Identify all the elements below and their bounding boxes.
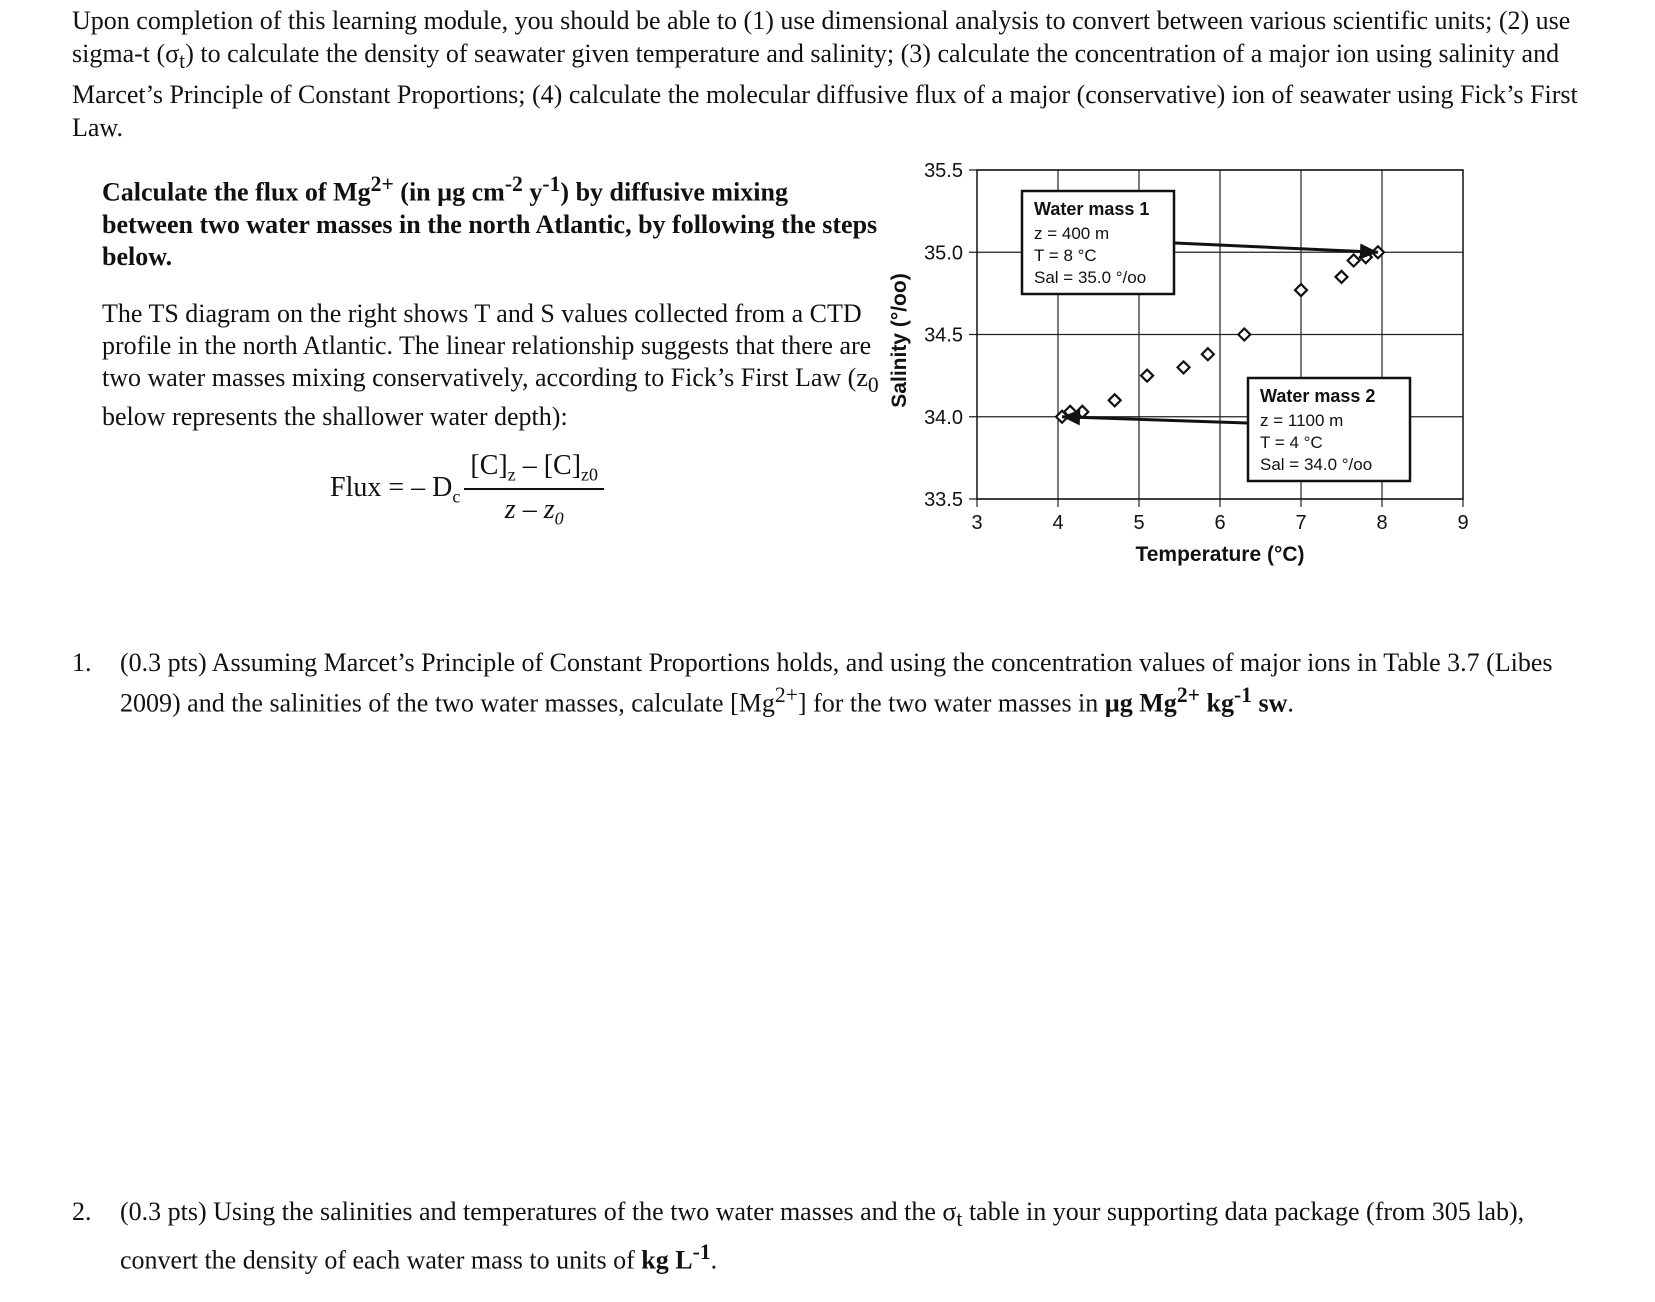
task-text-3: y bbox=[522, 177, 543, 207]
den-term-a: z bbox=[504, 493, 516, 525]
task-sup-3: -1 bbox=[542, 172, 561, 196]
q1-text-a: (0.3 pts) Assuming Marcet’s Principle of Constant Proportions holds, and using the concentration values of major ions in Table 3.7 (Libes 2009) and the salinities of the two water masses, calculate [Mg bbox=[120, 648, 1553, 718]
x-axis-label: Temperature (°C) bbox=[1135, 543, 1305, 566]
q1-bold-d: sw bbox=[1252, 688, 1288, 718]
num-sub-a: z bbox=[507, 464, 516, 485]
task-heading bbox=[102, 168, 882, 273]
q1-text-b: ] for the two water masses in bbox=[797, 688, 1105, 718]
q1-sup-b: 2+ bbox=[1176, 683, 1200, 707]
x-tick-label: 6 bbox=[1214, 512, 1226, 534]
q1-sup-a: 2+ bbox=[774, 683, 798, 707]
q1-bold-b: µg Mg bbox=[1104, 688, 1177, 718]
formula-lhs bbox=[330, 472, 460, 508]
ts-text-1: The TS diagram on the right shows T and S values collected from a CTD profile in the north Atlantic. The linear relationship suggests that there are two water masses mixing conservatively, according to Fick’s First Law (z bbox=[102, 299, 872, 392]
question-2-text bbox=[120, 1195, 1592, 1277]
task-text-1: Calculate the flux of Mg bbox=[102, 177, 371, 207]
task-text-4: ) by diffusive mixing between two water masses in the north Atlantic, by following the steps below. bbox=[102, 177, 878, 271]
annotation-line: z = 1100 m bbox=[1260, 411, 1344, 430]
data-point-marker bbox=[1238, 329, 1250, 341]
q1-sup-c: -1 bbox=[1233, 683, 1252, 707]
question-1-text bbox=[120, 646, 1592, 720]
annotation-line: T = 4 °C bbox=[1260, 433, 1323, 452]
question-2 bbox=[72, 1195, 1592, 1277]
y-axis-label: Salinity (°/oo) bbox=[888, 273, 911, 408]
annotation-line: Sal = 35.0 °/oo bbox=[1034, 268, 1147, 287]
data-point-marker bbox=[1295, 284, 1307, 296]
q2-text-b: table in your supporting data package (from 305 lab), convert the density of each water mass to units of bbox=[120, 1197, 1525, 1275]
formula-lhs-text: Flux = – D bbox=[330, 471, 453, 503]
y-tick-label: 34.5 bbox=[924, 324, 963, 347]
num-op: – [C] bbox=[515, 450, 582, 481]
annotation-line: Sal = 34.0 °/oo bbox=[1260, 455, 1373, 474]
num-sub-b: z0 bbox=[581, 464, 599, 485]
data-point-marker bbox=[1336, 271, 1348, 283]
objectives-text-1: Upon completion of this learning module, you should be able to (1) use dimensional analysis to convert between various scientific units; (2) use sigma-t ( bbox=[72, 6, 1571, 68]
ts-text-2: below represents the shallower water depth): bbox=[102, 402, 568, 432]
q2-sigma-sub: t bbox=[956, 1207, 963, 1232]
den-op: – z bbox=[515, 493, 555, 525]
annotations bbox=[1022, 191, 1410, 481]
x-tick-label: 8 bbox=[1376, 512, 1388, 534]
formula-lhs-sub: c bbox=[452, 486, 461, 507]
data-point-marker bbox=[1202, 348, 1214, 360]
formula-numerator bbox=[464, 450, 604, 490]
learning-objectives bbox=[72, 4, 1592, 144]
ts-diagram bbox=[888, 155, 1610, 615]
annotation-arrow-line bbox=[1062, 417, 1247, 423]
ts-text-sub: 0 bbox=[867, 373, 879, 398]
num-term-a: [C] bbox=[470, 450, 508, 481]
ts-diagram-description bbox=[102, 298, 892, 433]
question-2-number: 2. bbox=[72, 1197, 92, 1226]
x-tick-label: 7 bbox=[1295, 512, 1307, 534]
annotation-line: z = 400 m bbox=[1034, 224, 1110, 243]
data-point-marker bbox=[1178, 361, 1190, 373]
q2-bold-c: kg L bbox=[641, 1245, 693, 1275]
annotation-arrow-line bbox=[1175, 243, 1378, 252]
y-tick-label: 34.0 bbox=[924, 406, 963, 429]
ts-diagram-svg bbox=[888, 155, 1610, 615]
q2-sup-c: -1 bbox=[692, 1240, 711, 1265]
ficks-law-formula bbox=[330, 450, 604, 529]
y-tick-labels bbox=[924, 160, 963, 511]
x-tick-label: 3 bbox=[971, 512, 983, 534]
formula-denominator bbox=[505, 490, 564, 530]
task-sup-2: -2 bbox=[504, 172, 523, 196]
annotation-line: T = 8 °C bbox=[1034, 246, 1097, 265]
task-sup-1: 2+ bbox=[370, 172, 394, 196]
q1-bold-c: kg bbox=[1199, 688, 1234, 718]
x-tick-label: 9 bbox=[1457, 512, 1469, 534]
x-tick-label: 5 bbox=[1133, 512, 1145, 534]
annotation-title: Water mass 1 bbox=[1034, 199, 1150, 219]
y-tick-label: 35.0 bbox=[924, 242, 963, 265]
y-tick-label: 33.5 bbox=[924, 489, 963, 511]
sigma-subscript: t bbox=[179, 49, 186, 74]
data-point-marker bbox=[1109, 394, 1121, 406]
den-sub: 0 bbox=[554, 508, 564, 529]
q1-text-e: . bbox=[1287, 688, 1294, 718]
formula-fraction bbox=[464, 450, 604, 529]
question-1 bbox=[72, 646, 1592, 720]
task-text-2: (in µg cm bbox=[393, 177, 505, 207]
q2-text-d: . bbox=[710, 1245, 718, 1275]
x-tick-labels bbox=[971, 512, 1468, 534]
q2-sigma: σ bbox=[942, 1197, 957, 1226]
q2-text-a: (0.3 pts) Using the salinities and temperatures of the two water masses and the bbox=[120, 1197, 943, 1226]
data-point-marker bbox=[1141, 370, 1153, 382]
objectives-text-2: ) to calculate the density of seawater given temperature and salinity; (3) calculate the concentration of a major ion using salinity and Marcet’s Principle of Constant Proportions; (4) calculate the molecular diffusive flux of a major (conservative) ion of seawater using Fick’s First Law. bbox=[72, 39, 1578, 143]
data-point-marker bbox=[1348, 254, 1360, 266]
annotation-title: Water mass 2 bbox=[1260, 386, 1376, 406]
x-tick-label: 4 bbox=[1052, 512, 1064, 534]
y-tick-label: 35.5 bbox=[924, 160, 963, 182]
sigma-symbol: σ bbox=[165, 39, 180, 68]
question-1-number: 1. bbox=[72, 648, 92, 677]
